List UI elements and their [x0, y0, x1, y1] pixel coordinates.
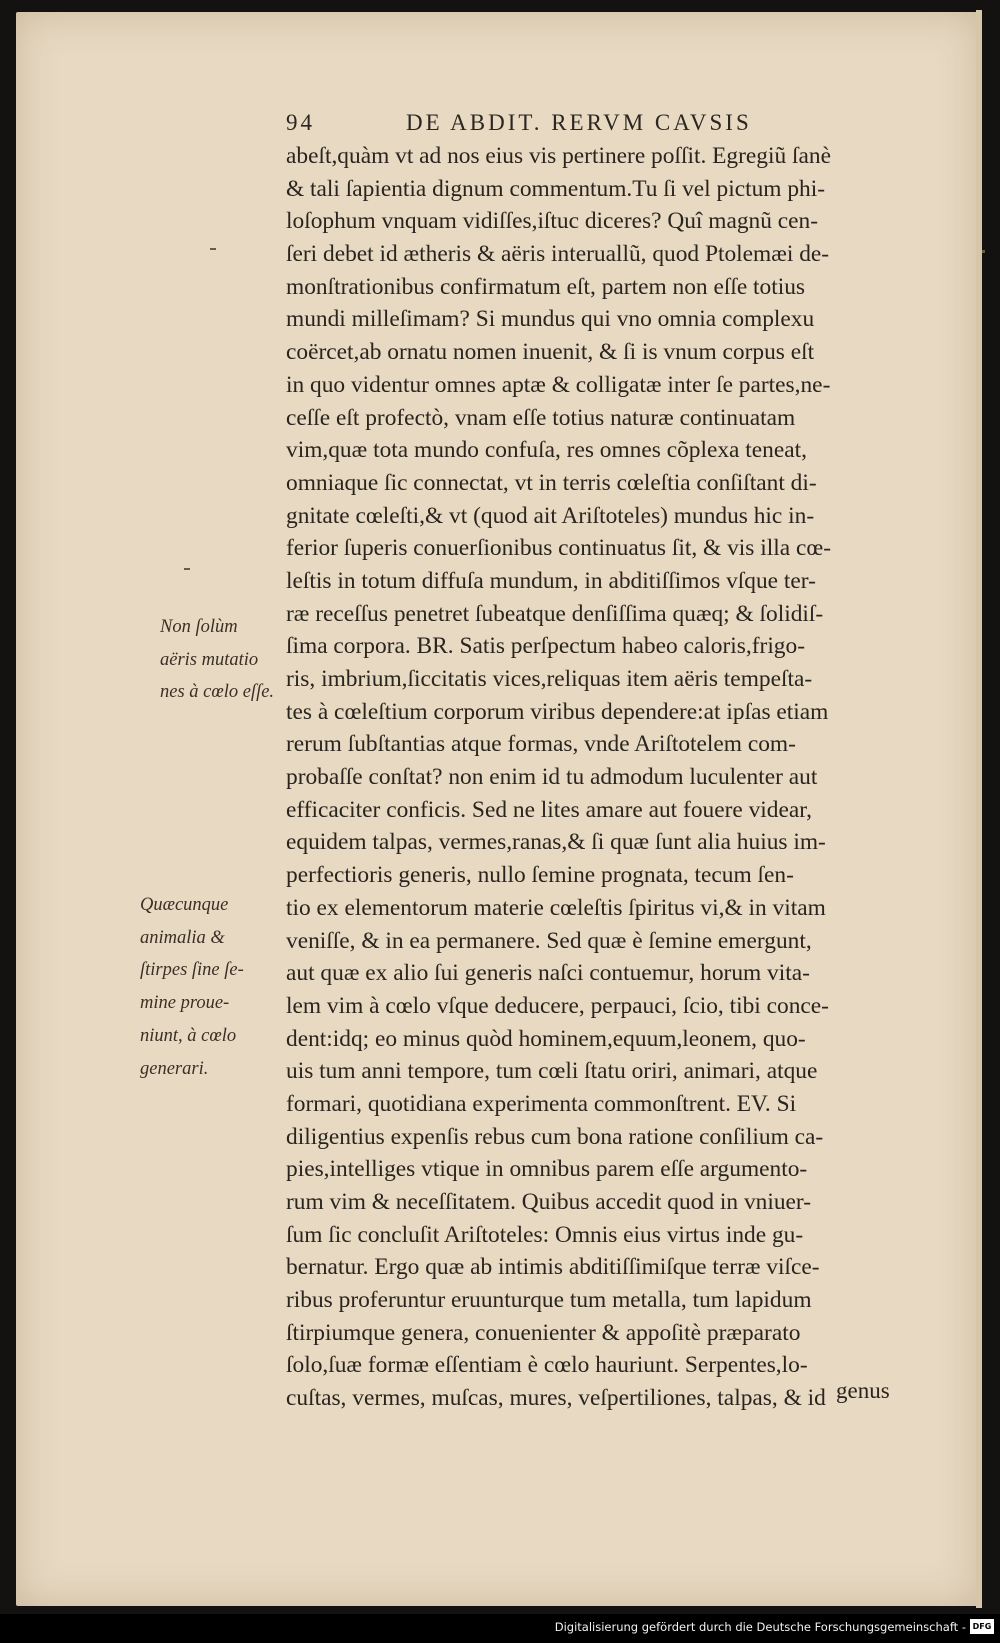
- marginal-note-line: generari.: [140, 1058, 209, 1079]
- text-line: ceſſe eſt profectò, vnam eſſe totius naturæ continuatam: [286, 404, 796, 431]
- marginal-note-line: Non ſolùm: [160, 617, 238, 637]
- text-line: pies,intelliges vtique in omnibus parem eſſe argumento-: [286, 1156, 808, 1183]
- text-line: mundi milleſimam? Si mundus qui vno omnia complexu: [286, 306, 815, 333]
- text-line: gnitate cœleſti,& vt (quod ait Ariſtoteles) mundus hic in-: [286, 502, 815, 529]
- text-line: rum vim & neceſſitatem. Quibus accedit quod in vniuer-: [286, 1189, 812, 1215]
- text-line: leſtis in totum diffuſa mundum, in abditiſſimos vſque ter-: [286, 567, 816, 594]
- text-line: in quo videntur omnes aptæ & colligatæ inter ſe partes,ne-: [286, 371, 831, 398]
- page-number: 94: [286, 110, 315, 135]
- text-line: vim,quæ tota mundo confuſa, res omnes cõplexa teneat,: [286, 437, 807, 464]
- text-line: ribus proferuntur eruunturque tum metalla, tum lapidum: [286, 1287, 812, 1314]
- text-line: aut quæ ex alio ſui generis naſci contuemur, horum vita-: [286, 960, 810, 987]
- text-line: equidem talpas, vermes,ranas,& ſi quæ ſunt alia huius im-: [286, 829, 826, 856]
- marginal-note-line: Quæcunque: [140, 895, 229, 915]
- text-line: veniſſe, & in ea permanere. Sed quæ è ſemine emergunt,: [286, 927, 812, 954]
- text-line: perfectioris generis, nullo ſemine prognata, tecum ſen-: [286, 862, 794, 889]
- marginal-note-line: nes à cœlo eſſe.: [160, 682, 275, 703]
- text-line: probaſſe conſtat? non enim id tu admodum luculenter aut: [286, 764, 818, 791]
- text-line: coërcet,ab ornatu nomen inuenit, & ſi is vnum corpus eſt: [286, 339, 815, 366]
- text-line: ſima corpora. BR. Satis perſpectum habeo caloris,frigo-: [286, 633, 805, 660]
- text-line: lem vim à cœlo vſque deducere, perpauci, ſcio, tibi conce-: [286, 992, 829, 1019]
- marginal-note-2: [140, 889, 244, 1085]
- marginal-note-1: [160, 611, 274, 709]
- dfg-logo-icon: DFG: [970, 1619, 994, 1634]
- text-line: formari, quotidiana experimenta commonſtrent. EV. Si: [286, 1090, 797, 1117]
- marginal-note-line: ſtirpes ſine ſe-: [140, 960, 244, 981]
- text-line: ræ receſſus penetret ſubeatque denſiſſima quæq; & ſolidiſ-: [286, 600, 824, 627]
- text-line: ſeri debet id ætheris & aëris interuallũ, quod Ptolemæi de-: [286, 241, 830, 268]
- text-line: uis tum anni tempore, tum cœli ſtatu oriri, animari, atque: [286, 1058, 818, 1085]
- text-line: abeſt,quàm vt ad nos eius vis pertinere poſſit. Egregiũ ſanè: [286, 143, 831, 169]
- text-line: tio ex elementorum materie cœleſtis ſpiritus vi,& in vitam: [286, 894, 826, 921]
- ink-mark: [210, 248, 216, 250]
- text-line: tes à cœleſtium corporum viribus dependere:at ipſas etiam: [286, 698, 829, 725]
- marginal-note-line: aëris mutatio: [160, 649, 259, 670]
- text-line: ferior ſuperis conuerſionibus continuatus ſit, & vis illa cœ-: [286, 535, 832, 562]
- text-line: ſum ſic concluſit Ariſtoteles: Omnis eius virtus inde gu-: [286, 1221, 804, 1248]
- text-line: monſtrationibus confirmatum eſt, partem non eſſe totius: [286, 273, 806, 300]
- text-line: bernatur. Ergo quæ ab intimis abditiſſimiſque terræ viſce-: [286, 1254, 820, 1281]
- ink-mark: [184, 568, 190, 570]
- text-line: ſtirpiumque genera, conuenienter & appoſitè præparato: [286, 1319, 801, 1346]
- text-line: cuſtas, vermes, muſcas, mures, veſpertiliones, talpas, & id: [286, 1385, 826, 1412]
- body-text: [286, 140, 946, 1415]
- text-line: diligentius expenſis rebus cum bona ratione conſilium ca-: [286, 1123, 824, 1150]
- ink-mark: [982, 250, 985, 253]
- text-line: ſolo,ſuæ formæ eſſentiam è cœlo hauriunt. Serpentes,lo-: [286, 1352, 808, 1379]
- marginal-note-line: niunt, à cœlo: [140, 1025, 237, 1046]
- marginal-note-line: mine proue-: [140, 993, 230, 1014]
- footer-bar: [0, 1614, 1000, 1643]
- text-line: & tali ſapientia dignum commentum.Tu ſi vel pictum phi-: [286, 175, 826, 202]
- catchword: genus: [836, 1378, 890, 1403]
- page-header: [286, 110, 926, 142]
- text-line: ris, imbrium,ſiccitatis vices,reliquas item aëris tempeſta-: [286, 666, 813, 692]
- text-line: efficaciter conficis. Sed ne lites amare aut fouere videar,: [286, 796, 812, 823]
- footer-credit: Digitalisierung gefördert durch die Deutsche Forschungsgemeinschaft -: [554, 1620, 966, 1634]
- marginal-note-line: animalia &: [140, 927, 225, 948]
- text-line: dent:idq; eo minus quòd hominem,equum,leonem, quo-: [286, 1025, 806, 1052]
- text-line: loſophum vnquam vidiſſes,iſtuc diceres? Quî magnũ cen-: [286, 208, 819, 235]
- text-line: rerum ſubſtantias atque formas, vnde Ariſtotelem com-: [286, 731, 796, 758]
- running-title: DE ABDIT. RERVM CAVSIS: [406, 110, 752, 135]
- text-line: omniaque ſic connectat, vt in terris cœleſtia conſiſtant di-: [286, 469, 817, 496]
